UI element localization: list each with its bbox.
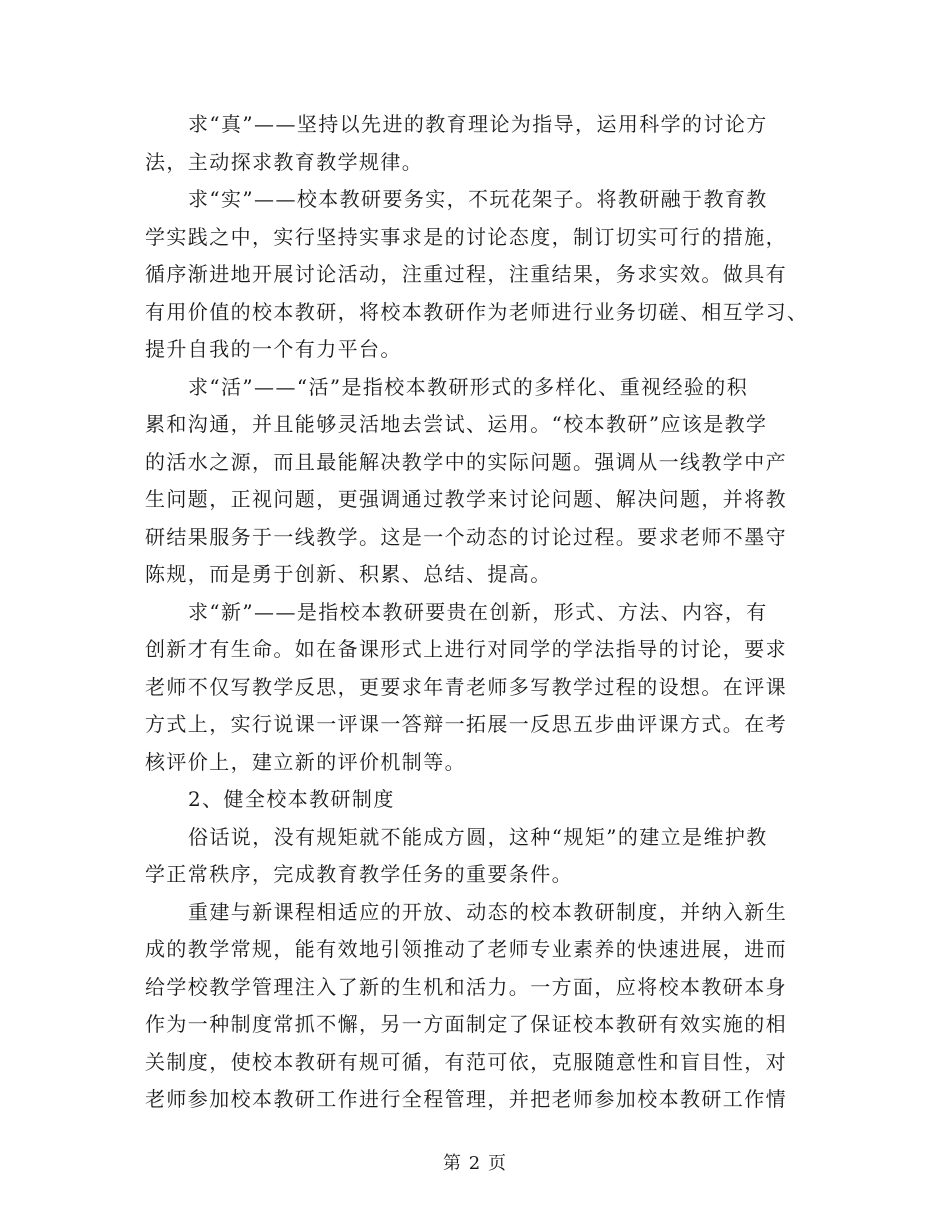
- paragraph-huo: 求“活”——“活”是指校本教研形式的多样化、重视经验的积 累和沟通，并且能够灵活地去尝试、运用。“校本教研”应该是教学 的活水之源，而且最能解决教学中的实际问题。强调从一线教学中产 生问题，正视问题，更强调通过教学来讨论问题、解决问题，并将教 研结果服务于一线教学。这是一个动态的讨论过程。要求老师不墨守 陈规，而是勇于创新、积累、总结、提高。: [145, 374, 787, 586]
- paragraph-zhen: 求“真”——坚持以先进的教育理论为指导，运用科学的讨论方 法，主动探求教育教学规律。: [145, 112, 768, 174]
- paragraph-zhidu: 重建与新课程相适应的开放、动态的校本教研制度，并纳入新生 成的教学常规，能有效地引领推动了老师专业素养的快速进展，进而 给学校教学管理注入了新的生机和活力。一方面，应将校本教研本身 作为一种制度常抓不懈，另一方面制定了保证校本教研有效实施的相 关制度，使校本教研有规可循，有范可依，克服随意性和盲目性，对 老师参加校本教研工作进行全程管理，并把老师参加校本教研工作情: [145, 899, 788, 1111]
- paragraph-shi: 求“实”——校本教研要务实，不玩花架子。将教研融于教育教 学实践之中，实行坚持实事求是的讨论态度，制订切实可行的措施， 循序渐进地开展讨论活动，注重过程，注重结果，务求实效。做具有 有用价值的校本教研，将校本教研作为老师进行业务切磋、相互学习、 提升自我的一个有力平台。: [145, 187, 809, 361]
- document-body: [145, 106, 809, 1119]
- page-number: 第 2 页: [443, 1153, 507, 1174]
- section-heading: 2、健全校本教研制度: [188, 787, 395, 811]
- paragraph-guiju: 俗话说，没有规矩就不能成方圆，这种“规矩”的建立是维护教 学正常秩序，完成教育教学任务的重要条件。: [145, 824, 768, 886]
- paragraph-xin: 求“新”——是指校本教研要贵在创新，形式、方法、内容，有 创新才有生命。如在备课形式上进行对同学的学法指导的讨论，要求 老师不仅写教学反思，更要求年青老师多写教学过程的设想。在评课 方式上，实行说课一评课一答辩一拓展一反思五步曲评课方式。在考 核评价上，建立新的评价机制等。: [145, 599, 787, 774]
